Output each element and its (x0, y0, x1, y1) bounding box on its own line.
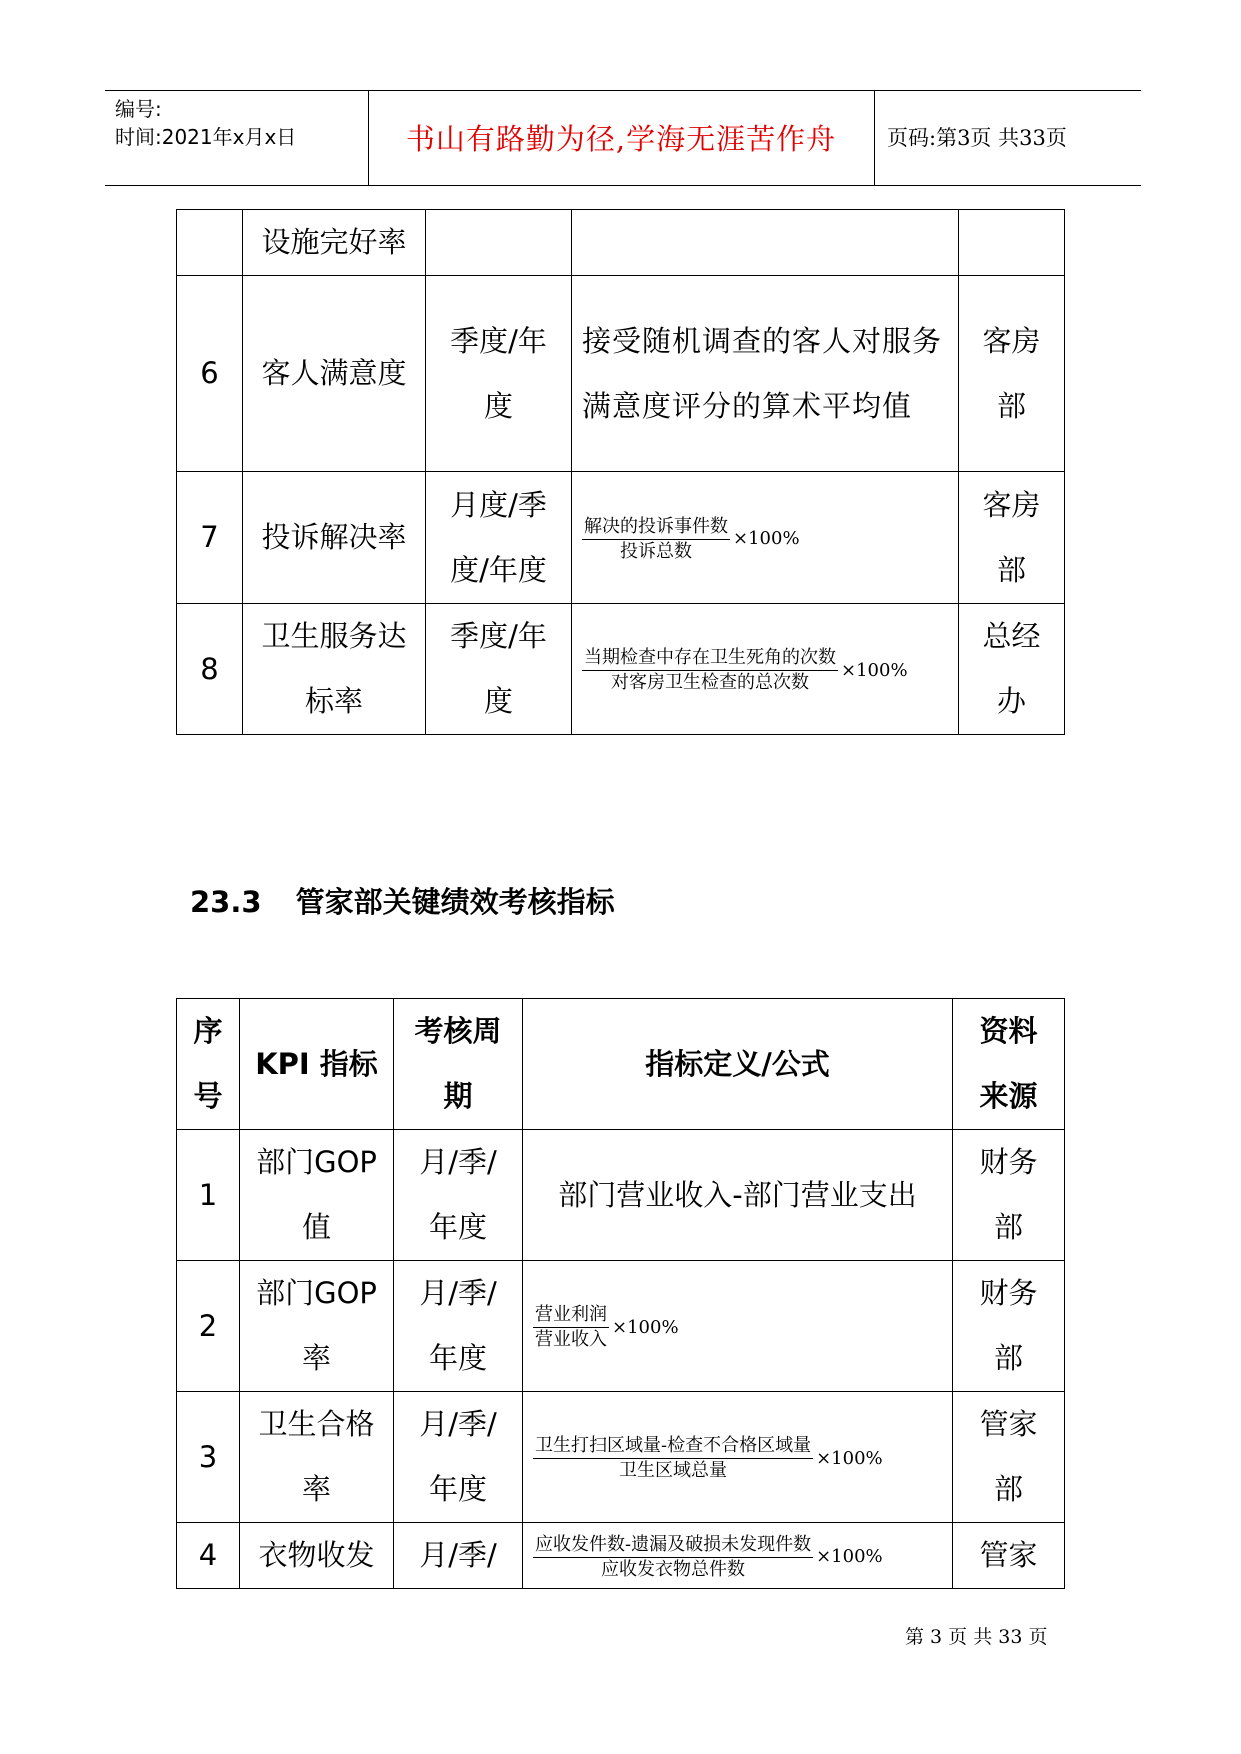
period-cell (426, 276, 572, 472)
col-header-period-cell (394, 999, 523, 1130)
period: 月度/季度/年度 (450, 487, 547, 587)
formula-numerator: 当期检查中存在卫生死角的次数 (582, 647, 838, 671)
definition: 部门营业收入-部门营业支出 (523, 1130, 953, 1261)
header-motto: 书山有路勤为径,学海无涯苦作舟 (405, 121, 837, 156)
kpi-name-cell (240, 1392, 394, 1523)
source: 总经办 (982, 619, 1041, 718)
definition-cell (572, 276, 959, 472)
formula (582, 647, 908, 694)
kpi-name-cell (243, 604, 426, 735)
source: 客房部 (982, 323, 1041, 423)
header-meta (115, 95, 367, 181)
formula-numerator: 应收发件数-遗漏及破损未发现件数 (533, 1534, 813, 1558)
page-footer: 第 3 页 共 33 页 (905, 1626, 1048, 1648)
row-number: 3 (177, 1392, 240, 1523)
formula (533, 1304, 679, 1351)
period: 季度/年度 (450, 619, 547, 718)
kpi-name: 部门GOP值 (256, 1145, 377, 1244)
kpi-name: 部门GOP率 (256, 1276, 377, 1375)
formula (582, 516, 800, 563)
kpi-name: 卫生合格率 (258, 1407, 375, 1506)
definition (572, 210, 959, 276)
source-cell (959, 604, 1065, 735)
formula-multiplier: ×100% (816, 1546, 883, 1567)
table-row (177, 1261, 1065, 1392)
source-cell (959, 472, 1065, 604)
kpi-table-housekeeping (176, 998, 1065, 1589)
source-cell (953, 1130, 1065, 1261)
table-row (177, 210, 1065, 276)
kpi-name-cell (240, 1130, 394, 1261)
kpi-name: 设施完好率 (243, 210, 426, 276)
source (959, 210, 1065, 276)
period: 月/季/ (394, 1523, 523, 1589)
col-header-no: 序号 (193, 1014, 223, 1113)
col-header-definition: 指标定义/公式 (523, 999, 953, 1130)
definition-cell (572, 472, 959, 604)
kpi-name-cell (240, 1261, 394, 1392)
kpi-name: 投诉解决率 (243, 472, 426, 604)
source: 管家部 (979, 1407, 1038, 1506)
period: 月/季/年度 (419, 1407, 497, 1506)
row-number: 4 (177, 1523, 240, 1589)
col-header-source-cell (953, 999, 1065, 1130)
formula (533, 1534, 883, 1581)
row-number: 2 (177, 1261, 240, 1392)
formula-numerator: 解决的投诉事件数 (582, 516, 730, 540)
source-cell (953, 1261, 1065, 1392)
serial-label: 编号: (115, 97, 162, 121)
source: 客房部 (982, 487, 1041, 587)
col-header-kpi: KPI 指标 (240, 999, 394, 1130)
period: 月/季/年度 (419, 1145, 497, 1244)
formula-multiplier: ×100% (733, 528, 800, 549)
period (426, 210, 572, 276)
period-cell (394, 1392, 523, 1523)
formula (533, 1435, 883, 1482)
table-row (177, 276, 1065, 472)
formula-multiplier: ×100% (816, 1447, 883, 1469)
section-title: 管家部关键绩效考核指标 (295, 885, 615, 919)
section-heading (190, 880, 615, 921)
period: 季度/年度 (450, 323, 547, 423)
row-number: 8 (177, 604, 243, 735)
formula-numerator: 卫生打扫区域量-检查不合格区域量 (533, 1435, 813, 1459)
table-row (177, 1392, 1065, 1523)
header-divider (874, 91, 875, 185)
period: 月/季/年度 (419, 1276, 497, 1375)
kpi-name: 卫生服务达标率 (261, 619, 407, 718)
time-label: 时间:2021年x月x日 (115, 125, 297, 149)
row-number: 6 (177, 276, 243, 472)
source: 财务部 (979, 1276, 1038, 1375)
period-cell (426, 604, 572, 735)
formula-numerator: 营业利润 (533, 1304, 609, 1328)
table-row (177, 604, 1065, 735)
row-number (177, 210, 243, 276)
formula-denominator: 营业收入 (535, 1329, 607, 1350)
table-row (177, 1130, 1065, 1261)
formula-multiplier: ×100% (612, 1316, 679, 1338)
definition-cell (572, 604, 959, 735)
source-cell (953, 1392, 1065, 1523)
definition-cell (523, 1392, 953, 1523)
formula-denominator: 卫生区域总量 (619, 1460, 728, 1481)
definition: 接受随机调查的客人对服务满意度评分的算术平均值 (582, 323, 943, 423)
source-cell (959, 276, 1065, 472)
kpi-name: 客人满意度 (243, 276, 426, 472)
header-page-label: 页码:第3页 共33页 (887, 126, 1067, 150)
kpi-table-rooms-continued (176, 209, 1065, 735)
table-header-row (177, 999, 1065, 1130)
section-number: 23.3 (190, 885, 262, 919)
table-row (177, 472, 1065, 604)
source: 财务部 (979, 1145, 1038, 1244)
table-row (177, 1523, 1065, 1589)
formula-denominator: 应收发衣物总件数 (601, 1558, 746, 1580)
page-header (105, 90, 1141, 186)
formula-denominator: 投诉总数 (620, 540, 692, 562)
source: 管家 (953, 1523, 1065, 1589)
col-header-no-cell (177, 999, 240, 1130)
definition-cell (523, 1261, 953, 1392)
period-cell (394, 1261, 523, 1392)
col-header-period: 考核周期 (414, 1014, 502, 1113)
period-cell (426, 472, 572, 604)
col-header-source: 资料来源 (979, 1014, 1038, 1113)
definition-cell (523, 1523, 953, 1589)
row-number: 7 (177, 472, 243, 604)
formula-denominator: 对客房卫生检查的总次数 (611, 672, 809, 693)
row-number: 1 (177, 1130, 240, 1261)
period-cell (394, 1130, 523, 1261)
formula-multiplier: ×100% (841, 659, 908, 681)
kpi-name: 衣物收发 (240, 1523, 394, 1589)
